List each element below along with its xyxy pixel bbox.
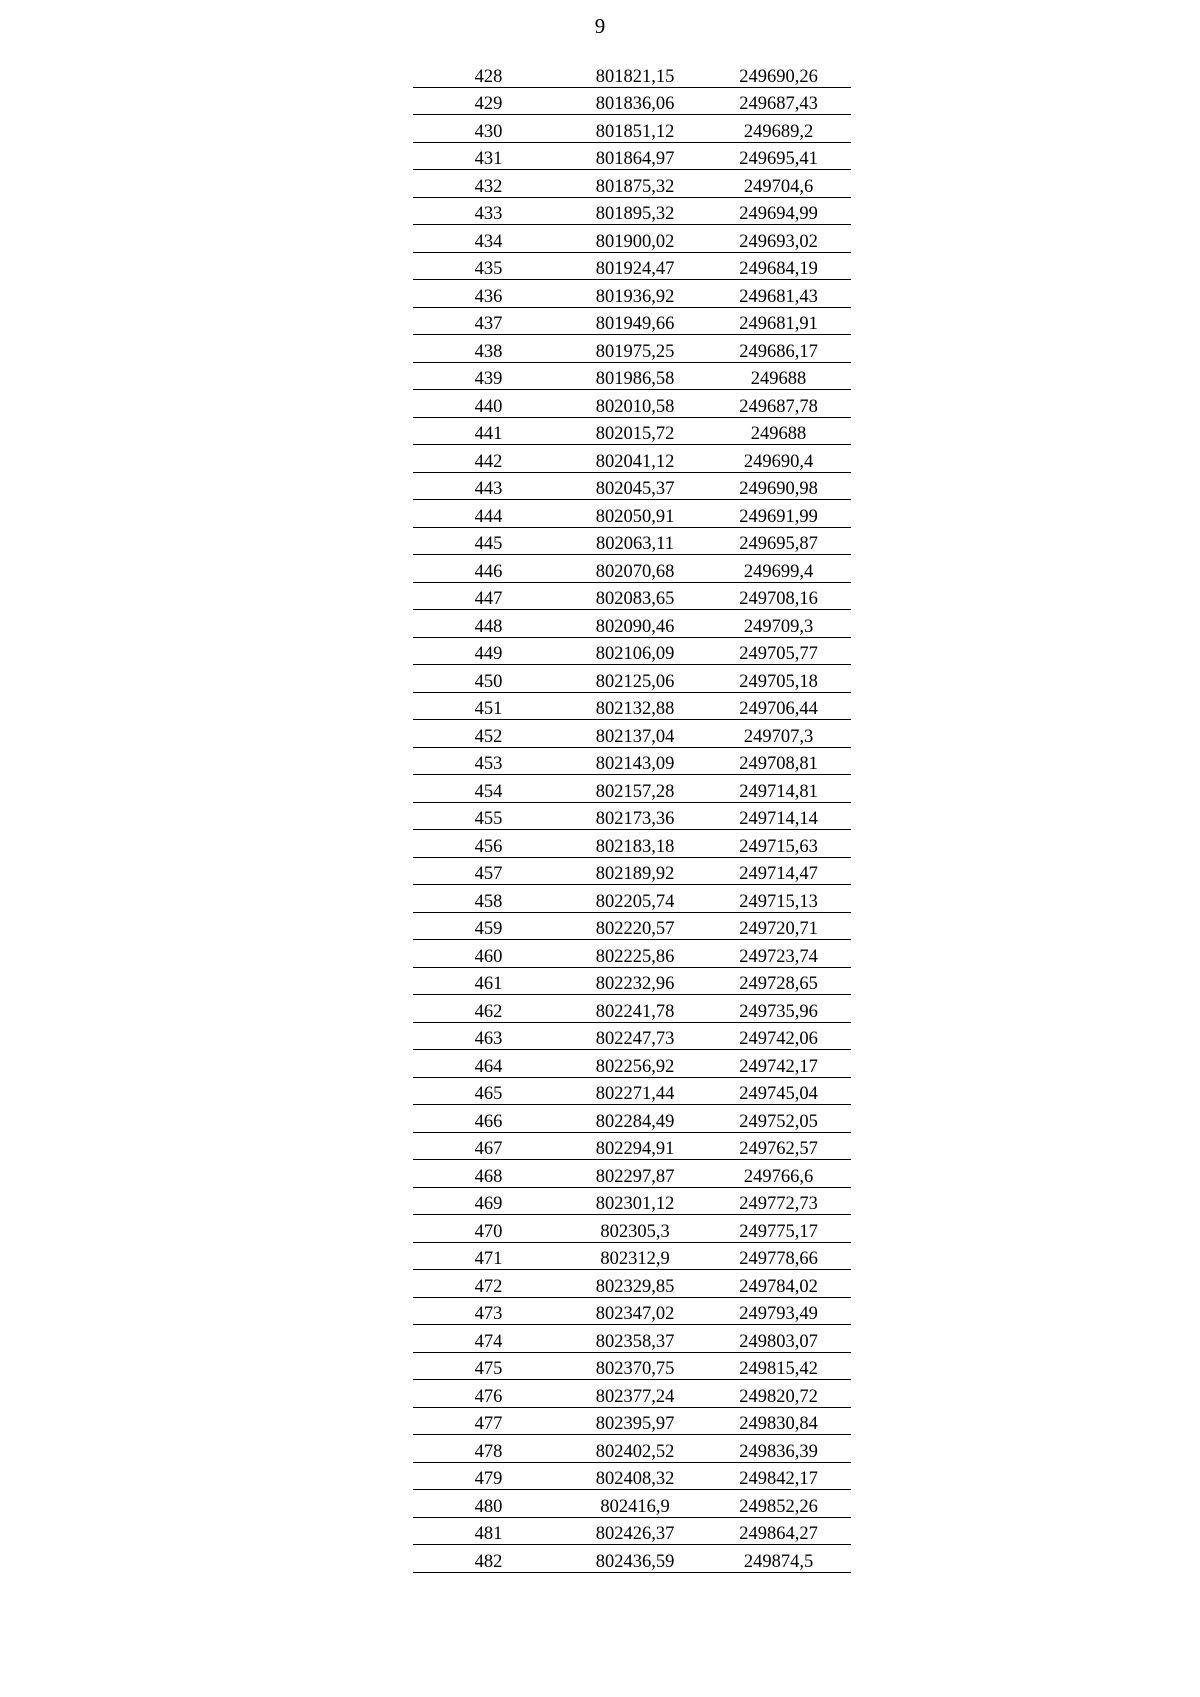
table-row [413, 637, 851, 665]
x-coordinate-cell: 802426,37 [564, 1517, 706, 1545]
table-row [413, 170, 851, 198]
x-coordinate-cell: 801900,02 [564, 225, 706, 253]
x-coordinate-cell: 802125,06 [564, 665, 706, 693]
y-coordinate-cell: 249707,3 [706, 720, 851, 748]
table-row [413, 555, 851, 583]
y-coordinate-cell: 249709,3 [706, 610, 851, 638]
table-row [413, 1105, 851, 1133]
table-row [413, 527, 851, 555]
point-number-cell: 428 [413, 60, 564, 87]
point-number-cell: 449 [413, 637, 564, 665]
x-coordinate-cell: 802090,46 [564, 610, 706, 638]
table-row [413, 472, 851, 500]
y-coordinate-cell: 249689,2 [706, 115, 851, 143]
table-row [413, 390, 851, 418]
y-coordinate-cell: 249784,02 [706, 1270, 851, 1298]
table-row [413, 1270, 851, 1298]
point-number-cell: 447 [413, 582, 564, 610]
y-coordinate-cell: 249715,63 [706, 830, 851, 858]
table-row [413, 417, 851, 445]
x-coordinate-cell: 802132,88 [564, 692, 706, 720]
x-coordinate-cell: 802232,96 [564, 967, 706, 995]
table-row [413, 362, 851, 390]
x-coordinate-cell: 802402,52 [564, 1435, 706, 1463]
point-number-cell: 431 [413, 142, 564, 170]
point-number-cell: 454 [413, 775, 564, 803]
point-number-cell: 477 [413, 1407, 564, 1435]
table-row [413, 775, 851, 803]
table-row [413, 967, 851, 995]
y-coordinate-cell: 249775,17 [706, 1215, 851, 1243]
table-row [413, 1022, 851, 1050]
x-coordinate-cell: 802225,86 [564, 940, 706, 968]
y-coordinate-cell: 249695,87 [706, 527, 851, 555]
x-coordinate-cell: 802189,92 [564, 857, 706, 885]
point-number-cell: 455 [413, 802, 564, 830]
table-row [413, 60, 851, 87]
y-coordinate-cell: 249690,98 [706, 472, 851, 500]
table-row [413, 940, 851, 968]
x-coordinate-cell: 802183,18 [564, 830, 706, 858]
point-number-cell: 441 [413, 417, 564, 445]
y-coordinate-cell: 249686,17 [706, 335, 851, 363]
page-number: 9 [594, 14, 606, 38]
point-number-cell: 445 [413, 527, 564, 555]
y-coordinate-cell: 249815,42 [706, 1352, 851, 1380]
point-number-cell: 439 [413, 362, 564, 390]
x-coordinate-cell: 802312,9 [564, 1242, 706, 1270]
table-row [413, 115, 851, 143]
table-row [413, 995, 851, 1023]
point-number-cell: 475 [413, 1352, 564, 1380]
point-number-cell: 430 [413, 115, 564, 143]
point-number-cell: 444 [413, 500, 564, 528]
point-number-cell: 452 [413, 720, 564, 748]
table-row [413, 692, 851, 720]
x-coordinate-cell: 802157,28 [564, 775, 706, 803]
x-coordinate-cell: 802173,36 [564, 802, 706, 830]
x-coordinate-cell: 802297,87 [564, 1160, 706, 1188]
table-row [413, 610, 851, 638]
x-coordinate-cell: 802358,37 [564, 1325, 706, 1353]
y-coordinate-cell: 249695,41 [706, 142, 851, 170]
x-coordinate-cell: 802329,85 [564, 1270, 706, 1298]
x-coordinate-cell: 802408,32 [564, 1462, 706, 1490]
point-number-cell: 443 [413, 472, 564, 500]
point-number-cell: 468 [413, 1160, 564, 1188]
table-row [413, 142, 851, 170]
y-coordinate-cell: 249842,17 [706, 1462, 851, 1490]
coordinates-table [413, 60, 851, 1573]
y-coordinate-cell: 249706,44 [706, 692, 851, 720]
x-coordinate-cell: 801949,66 [564, 307, 706, 335]
x-coordinate-cell: 802241,78 [564, 995, 706, 1023]
y-coordinate-cell: 249690,26 [706, 60, 851, 87]
y-coordinate-cell: 249688 [706, 362, 851, 390]
x-coordinate-cell: 802395,97 [564, 1407, 706, 1435]
y-coordinate-cell: 249687,43 [706, 87, 851, 115]
x-coordinate-cell: 802137,04 [564, 720, 706, 748]
table-row [413, 87, 851, 115]
point-number-cell: 438 [413, 335, 564, 363]
point-number-cell: 453 [413, 747, 564, 775]
point-number-cell: 478 [413, 1435, 564, 1463]
point-number-cell: 476 [413, 1380, 564, 1408]
point-number-cell: 448 [413, 610, 564, 638]
x-coordinate-cell: 802247,73 [564, 1022, 706, 1050]
point-number-cell: 434 [413, 225, 564, 253]
table-row [413, 307, 851, 335]
point-number-cell: 451 [413, 692, 564, 720]
y-coordinate-cell: 249735,96 [706, 995, 851, 1023]
table-row [413, 830, 851, 858]
x-coordinate-cell: 801864,97 [564, 142, 706, 170]
point-number-cell: 469 [413, 1187, 564, 1215]
x-coordinate-cell: 802271,44 [564, 1077, 706, 1105]
table-row [413, 1352, 851, 1380]
point-number-cell: 436 [413, 280, 564, 308]
x-coordinate-cell: 802220,57 [564, 912, 706, 940]
y-coordinate-cell: 249715,13 [706, 885, 851, 913]
x-coordinate-cell: 802205,74 [564, 885, 706, 913]
coordinates-table-body [413, 60, 851, 1572]
table-row [413, 885, 851, 913]
y-coordinate-cell: 249772,73 [706, 1187, 851, 1215]
y-coordinate-cell: 249705,77 [706, 637, 851, 665]
x-coordinate-cell: 801975,25 [564, 335, 706, 363]
y-coordinate-cell: 249836,39 [706, 1435, 851, 1463]
point-number-cell: 470 [413, 1215, 564, 1243]
point-number-cell: 440 [413, 390, 564, 418]
table-row [413, 1132, 851, 1160]
point-number-cell: 437 [413, 307, 564, 335]
x-coordinate-cell: 802045,37 [564, 472, 706, 500]
x-coordinate-cell: 802106,09 [564, 637, 706, 665]
y-coordinate-cell: 249728,65 [706, 967, 851, 995]
y-coordinate-cell: 249714,47 [706, 857, 851, 885]
table-row [413, 197, 851, 225]
point-number-cell: 462 [413, 995, 564, 1023]
point-number-cell: 446 [413, 555, 564, 583]
table-row [413, 1187, 851, 1215]
y-coordinate-cell: 249852,26 [706, 1490, 851, 1518]
x-coordinate-cell: 801936,92 [564, 280, 706, 308]
x-coordinate-cell: 802370,75 [564, 1352, 706, 1380]
y-coordinate-cell: 249714,81 [706, 775, 851, 803]
x-coordinate-cell: 802070,68 [564, 555, 706, 583]
y-coordinate-cell: 249745,04 [706, 1077, 851, 1105]
y-coordinate-cell: 249752,05 [706, 1105, 851, 1133]
x-coordinate-cell: 802416,9 [564, 1490, 706, 1518]
point-number-cell: 456 [413, 830, 564, 858]
table-row [413, 912, 851, 940]
table-row [413, 1050, 851, 1078]
x-coordinate-cell: 802010,58 [564, 390, 706, 418]
point-number-cell: 461 [413, 967, 564, 995]
y-coordinate-cell: 249708,16 [706, 582, 851, 610]
x-coordinate-cell: 802143,09 [564, 747, 706, 775]
x-coordinate-cell: 802050,91 [564, 500, 706, 528]
y-coordinate-cell: 249793,49 [706, 1297, 851, 1325]
table-row [413, 857, 851, 885]
x-coordinate-cell: 802377,24 [564, 1380, 706, 1408]
table-row [413, 1215, 851, 1243]
y-coordinate-cell: 249708,81 [706, 747, 851, 775]
x-coordinate-cell: 801924,47 [564, 252, 706, 280]
y-coordinate-cell: 249714,14 [706, 802, 851, 830]
point-number-cell: 463 [413, 1022, 564, 1050]
x-coordinate-cell: 802083,65 [564, 582, 706, 610]
table-row [413, 1407, 851, 1435]
y-coordinate-cell: 249694,99 [706, 197, 851, 225]
x-coordinate-cell: 802301,12 [564, 1187, 706, 1215]
y-coordinate-cell: 249778,66 [706, 1242, 851, 1270]
x-coordinate-cell: 802063,11 [564, 527, 706, 555]
y-coordinate-cell: 249723,74 [706, 940, 851, 968]
y-coordinate-cell: 249691,99 [706, 500, 851, 528]
y-coordinate-cell: 249705,18 [706, 665, 851, 693]
point-number-cell: 466 [413, 1105, 564, 1133]
x-coordinate-cell: 802305,3 [564, 1215, 706, 1243]
x-coordinate-cell: 802041,12 [564, 445, 706, 473]
point-number-cell: 464 [413, 1050, 564, 1078]
x-coordinate-cell: 802015,72 [564, 417, 706, 445]
point-number-cell: 481 [413, 1517, 564, 1545]
x-coordinate-cell: 802347,02 [564, 1297, 706, 1325]
table-row [413, 335, 851, 363]
y-coordinate-cell: 249690,4 [706, 445, 851, 473]
table-row [413, 445, 851, 473]
x-coordinate-cell: 802256,92 [564, 1050, 706, 1078]
y-coordinate-cell: 249742,06 [706, 1022, 851, 1050]
point-number-cell: 471 [413, 1242, 564, 1270]
y-coordinate-cell: 249687,78 [706, 390, 851, 418]
y-coordinate-cell: 249704,6 [706, 170, 851, 198]
y-coordinate-cell: 249762,57 [706, 1132, 851, 1160]
y-coordinate-cell: 249699,4 [706, 555, 851, 583]
point-number-cell: 459 [413, 912, 564, 940]
table-row [413, 225, 851, 253]
x-coordinate-cell: 801895,32 [564, 197, 706, 225]
y-coordinate-cell: 249720,71 [706, 912, 851, 940]
point-number-cell: 482 [413, 1545, 564, 1573]
point-number-cell: 435 [413, 252, 564, 280]
point-number-cell: 473 [413, 1297, 564, 1325]
table-row [413, 252, 851, 280]
point-number-cell: 457 [413, 857, 564, 885]
y-coordinate-cell: 249820,72 [706, 1380, 851, 1408]
table-row [413, 1380, 851, 1408]
x-coordinate-cell: 802284,49 [564, 1105, 706, 1133]
point-number-cell: 450 [413, 665, 564, 693]
point-number-cell: 479 [413, 1462, 564, 1490]
table-row [413, 802, 851, 830]
point-number-cell: 480 [413, 1490, 564, 1518]
y-coordinate-cell: 249681,43 [706, 280, 851, 308]
point-number-cell: 474 [413, 1325, 564, 1353]
y-coordinate-cell: 249830,84 [706, 1407, 851, 1435]
y-coordinate-cell: 249766,6 [706, 1160, 851, 1188]
y-coordinate-cell: 249688 [706, 417, 851, 445]
y-coordinate-cell: 249864,27 [706, 1517, 851, 1545]
table-row [413, 720, 851, 748]
table-row [413, 1545, 851, 1573]
x-coordinate-cell: 801875,32 [564, 170, 706, 198]
point-number-cell: 429 [413, 87, 564, 115]
point-number-cell: 467 [413, 1132, 564, 1160]
point-number-cell: 472 [413, 1270, 564, 1298]
table-row [413, 1325, 851, 1353]
table-row [413, 280, 851, 308]
y-coordinate-cell: 249681,91 [706, 307, 851, 335]
y-coordinate-cell: 249803,07 [706, 1325, 851, 1353]
table-row [413, 1242, 851, 1270]
y-coordinate-cell: 249742,17 [706, 1050, 851, 1078]
y-coordinate-cell: 249874,5 [706, 1545, 851, 1573]
x-coordinate-cell: 801986,58 [564, 362, 706, 390]
table-row [413, 1297, 851, 1325]
table-row [413, 1435, 851, 1463]
table-row [413, 1160, 851, 1188]
x-coordinate-cell: 801851,12 [564, 115, 706, 143]
table-row [413, 665, 851, 693]
table-row [413, 1490, 851, 1518]
table-row [413, 582, 851, 610]
point-number-cell: 458 [413, 885, 564, 913]
table-row [413, 1077, 851, 1105]
x-coordinate-cell: 801836,06 [564, 87, 706, 115]
table-row [413, 747, 851, 775]
x-coordinate-cell: 802294,91 [564, 1132, 706, 1160]
table-row [413, 1517, 851, 1545]
table-row [413, 500, 851, 528]
x-coordinate-cell: 801821,15 [564, 60, 706, 87]
y-coordinate-cell: 249684,19 [706, 252, 851, 280]
point-number-cell: 433 [413, 197, 564, 225]
table-row [413, 1462, 851, 1490]
y-coordinate-cell: 249693,02 [706, 225, 851, 253]
point-number-cell: 432 [413, 170, 564, 198]
x-coordinate-cell: 802436,59 [564, 1545, 706, 1573]
point-number-cell: 465 [413, 1077, 564, 1105]
point-number-cell: 442 [413, 445, 564, 473]
point-number-cell: 460 [413, 940, 564, 968]
